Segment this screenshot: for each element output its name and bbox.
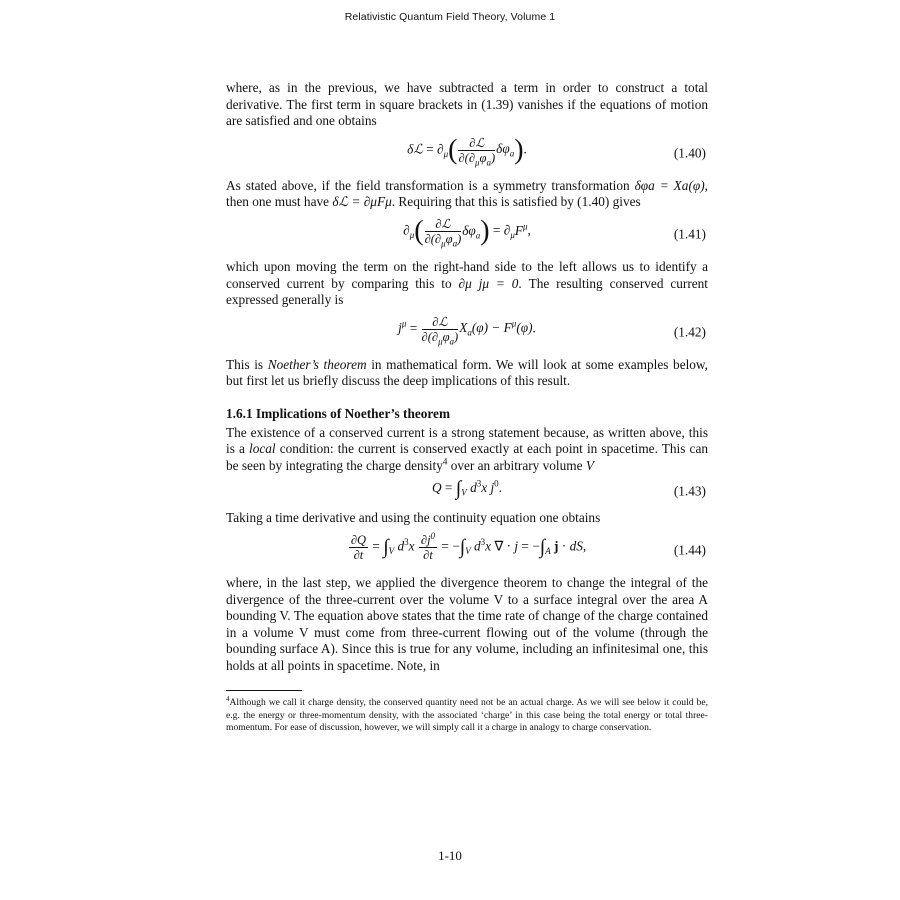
- equation-1-42-body: $j^\mu$ = $\frac{\text{∂ℒ}}{\partial(\partial_\mu\varphi_a)}$ $X_a(\varphi) - F^\mu(\varphi)$.: [398, 314, 536, 347]
- inline-math-total-derivative: δℒ = ∂μFμ: [332, 194, 392, 210]
- equation-number: (1.42): [673, 324, 706, 340]
- page-body: [226, 80, 708, 734]
- section-heading: [226, 406, 708, 423]
- footnote-marker: 4: [442, 456, 448, 467]
- footnote: [226, 697, 708, 734]
- equation-number: (1.40): [673, 145, 706, 161]
- section-number: 1.6.1: [226, 405, 253, 421]
- equation-1-40: [226, 136, 708, 172]
- page-number: 1-10: [438, 848, 462, 863]
- equation-1-43: [226, 477, 708, 504]
- equation-number: (1.41): [673, 226, 706, 242]
- running-header: Relativistic Quantum Field Theory, Volume 1: [344, 11, 556, 23]
- equation-1-44: [226, 530, 708, 569]
- equation-number: (1.44): [673, 542, 706, 558]
- equation-1-42: [226, 315, 708, 351]
- equation-1-43-body: $Q = \int_V$ $d^3x$ $j^0$.: [432, 477, 502, 500]
- paragraph-6: Taking a time derivative and using the continuity equation one obtains: [226, 510, 601, 526]
- footnote-mark: 4: [226, 695, 230, 704]
- paragraph-7: where, in the last step, we applied the divergence theorem to change the integral of the divergence of the three-current over the volume V to a surface integral over the area A bounding V. The equation above states that the time rate of change of the charge contained in a volume V must come from three-current flowing out of the volume (through the bounding surface A). Since this is true for any volume, including an infinitesimal one, this holds at all points in spacetime. Note, in: [226, 574, 708, 673]
- paragraph-3: which upon moving the term on the right-hand side to the left allows us to identify a conserved current by comparing this to ∂μ jμ = 0. The resulting conserved current expressed generally is: [226, 258, 708, 308]
- equation-1-41: [226, 217, 708, 253]
- equation-1-41-body: $\partial_\mu$( $\frac{\text{∂ℒ}}{\partial(\partial_\mu\varphi_a)}$ $\delta\varphi_a) = \partial_\mu F^\mu$,: [403, 215, 531, 249]
- paragraph-5: The existence of a conserved current is a strong statement because, as written above, this is a local condition: the current is conserved exactly at each point in spacetime. This can be seen by integrating the charge density$^4$ over an arbitrary volume V: [226, 424, 708, 473]
- equation-1-40-body: δℒ = $\partial_\mu$( $\frac{\text{∂ℒ}}{\partial(\partial_\mu\varphi_a)}$ $\delta\varphi_a$).: [407, 134, 527, 168]
- footnote-text: Although we call it charge density, the conserved quantity need not be an actual charge. As we will see below it could be, e.g. the energy or three-momentum density, with the associated ‘charge’ in this case being the total energy or total three-momentum. For ease of discussion, however, we will simply call it a charge in analogy to charge conservation.: [226, 697, 708, 733]
- equation-number: (1.43): [673, 484, 706, 500]
- equation-1-44-body: $\frac{\partial Q}{\partial t}$ = $\int_V$ $d^3x$ $\frac{\partial j^0}{\partial t}$ = $-\int_V$ $d^3x$ ∇ · $j = -\int_A$ j · dS,: [350, 530, 587, 562]
- paragraph-1: where, as in the previous, we have subtracted a term in order to construct a total derivative. The first term in square brackets in (1.39) vanishes if the equations of motion are satisfied and one obtains: [226, 80, 708, 129]
- paragraph-4: This is Noether’s theorem in mathematical form. We will look at some examples below, but first let us briefly discuss the deep implications of this result.: [226, 356, 708, 389]
- inline-math-continuity: ∂μ jμ = 0: [458, 275, 519, 291]
- inline-math-symmetry: δφa = Xa(φ): [634, 177, 705, 193]
- footnote-divider: [226, 690, 302, 691]
- paragraph-2: As stated above, if the field transformation is a symmetry transformation δφa = Xa(φ), then one must have δℒ = ∂μFμ. Requiring that this is satisfied by (1.40) gives: [226, 177, 708, 210]
- section-title: Implications of Noether’s theorem: [255, 405, 451, 421]
